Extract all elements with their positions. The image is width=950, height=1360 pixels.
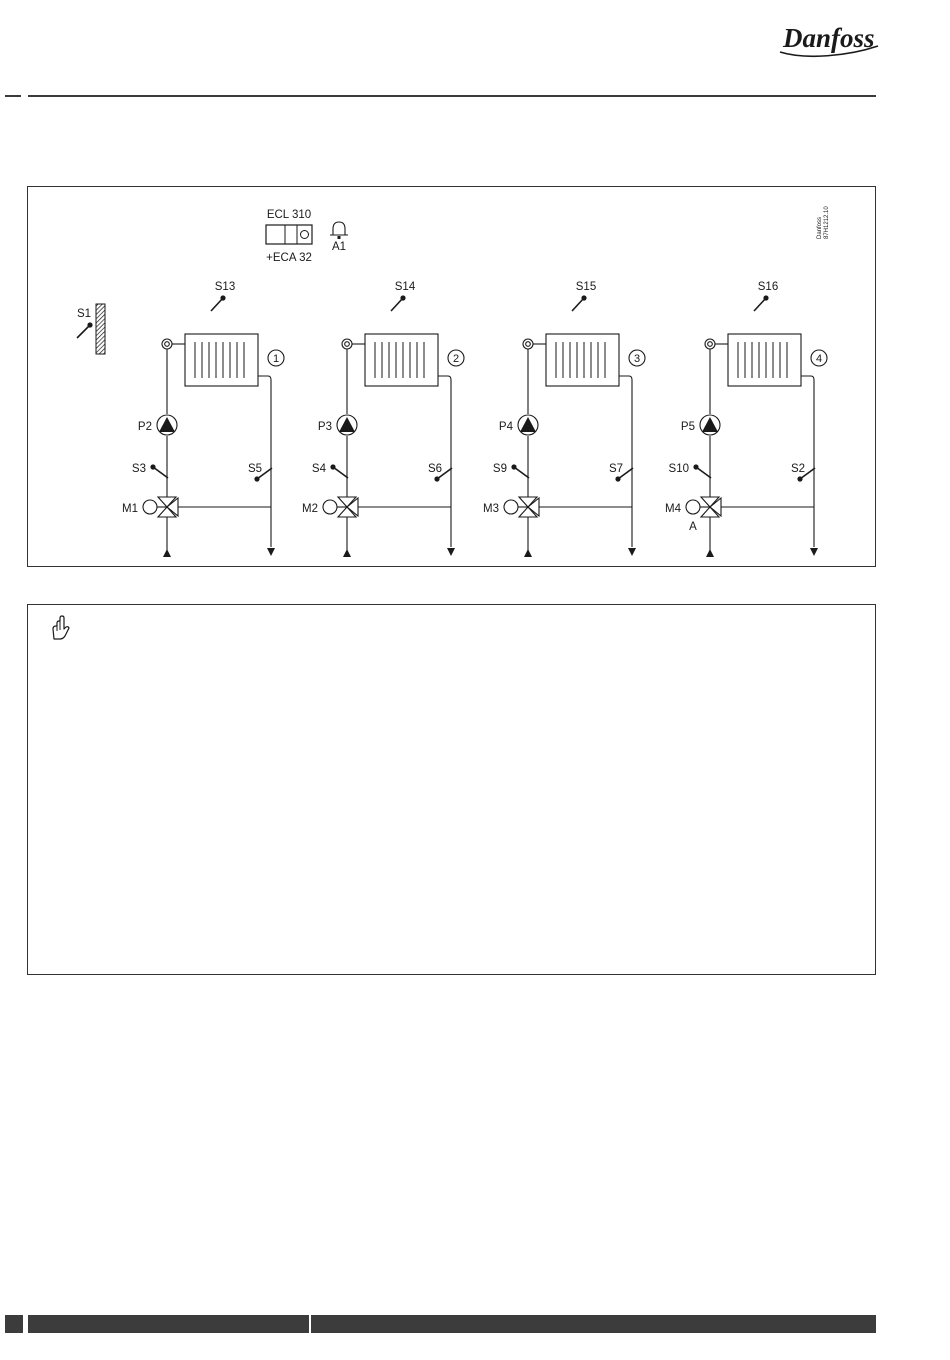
- wall-hatch: [96, 304, 105, 354]
- pump-label: P4: [498, 421, 513, 433]
- supply-sensor-label: S3: [131, 463, 146, 475]
- supply-sensor-label: S9: [492, 463, 507, 475]
- sensor-icon: [87, 322, 92, 327]
- room-sensor-label: S16: [757, 281, 779, 293]
- return-sensor-label: S5: [247, 463, 263, 475]
- room-sensor-label: S13: [214, 281, 236, 293]
- return-arrow-icon: [810, 548, 818, 556]
- return-sensor-label: S6: [427, 463, 443, 475]
- supply-arrow-icon: [343, 549, 351, 557]
- valve-label: M2: [302, 503, 318, 515]
- circuit-2: [302, 281, 464, 557]
- return-sensor-label: S7: [608, 463, 624, 475]
- diagram-canvas: [28, 187, 877, 568]
- actuator-icon: [323, 500, 337, 514]
- valve-label: M1: [122, 503, 138, 515]
- circuit-number: 2: [452, 353, 460, 365]
- outdoor-sensor-s1: [77, 304, 105, 354]
- room-sensor-label: S14: [394, 281, 416, 293]
- pump-label: P2: [137, 421, 152, 433]
- bell-icon: [333, 222, 345, 235]
- supply-arrow-icon: [524, 549, 532, 557]
- controller-title: ECL 310: [266, 209, 312, 221]
- circuit-4: [665, 281, 827, 557]
- controller-knob-icon: [301, 231, 309, 239]
- heating-circuit-diagram: [27, 186, 876, 567]
- circuits: [122, 281, 827, 557]
- actuator-icon: [504, 500, 518, 514]
- controller-ecl310: [266, 209, 312, 264]
- supply-sensor-label: S10: [668, 463, 689, 475]
- outdoor-sensor-label: S1: [76, 308, 92, 320]
- danfoss-logo: [778, 20, 880, 60]
- return-arrow-icon: [267, 548, 275, 556]
- return-arrow-icon: [447, 548, 455, 556]
- footer-bar-left: [28, 1315, 309, 1333]
- radiator-icon: [546, 334, 619, 386]
- circuit-number: 1: [272, 353, 280, 365]
- valve-label: M3: [483, 503, 499, 515]
- return-sensor-label: S2: [790, 463, 806, 475]
- room-sensor-icon: [400, 295, 405, 300]
- pump-label: P3: [317, 421, 332, 433]
- circuit-number: 4: [815, 353, 823, 365]
- drawing-code-line-2: 87H1212.10: [824, 206, 830, 239]
- pump-label: P5: [680, 421, 695, 433]
- supply-arrow-icon: [163, 549, 171, 557]
- room-sensor-label: S15: [575, 281, 597, 293]
- note-box: [27, 604, 876, 975]
- footer-bar-square: [5, 1315, 23, 1333]
- drawing-code: [817, 206, 830, 239]
- actuator-icon: [143, 500, 157, 514]
- alarm-label: A1: [331, 241, 347, 253]
- room-sensor-icon: [763, 295, 768, 300]
- radiator-icon: [365, 334, 438, 386]
- circuit-1: [122, 281, 284, 557]
- circuit-3: [483, 281, 645, 557]
- circuit-number: 3: [633, 353, 641, 365]
- footer-bar-right: [311, 1315, 876, 1333]
- alarm-a1: [330, 222, 348, 253]
- header-rule: [28, 95, 876, 97]
- controller-sub: +ECA 32: [266, 252, 312, 264]
- return-arrow-icon: [628, 548, 636, 556]
- room-sensor-icon: [220, 295, 225, 300]
- supply-arrow-icon: [706, 549, 714, 557]
- danfoss-logo-text: Danfoss: [783, 23, 875, 53]
- radiator-icon: [728, 334, 801, 386]
- room-sensor-icon: [581, 295, 586, 300]
- supply-sensor-label: S4: [311, 463, 326, 475]
- controller-body: [266, 225, 312, 244]
- drawing-code-line-1: Danfoss: [817, 216, 823, 239]
- valve-label: M4: [665, 503, 681, 515]
- actuator-icon: [686, 500, 700, 514]
- header-rule-short: [5, 95, 21, 97]
- pointing-hand-icon: [50, 615, 72, 641]
- valve-note: A: [689, 521, 697, 533]
- radiator-icon: [185, 334, 258, 386]
